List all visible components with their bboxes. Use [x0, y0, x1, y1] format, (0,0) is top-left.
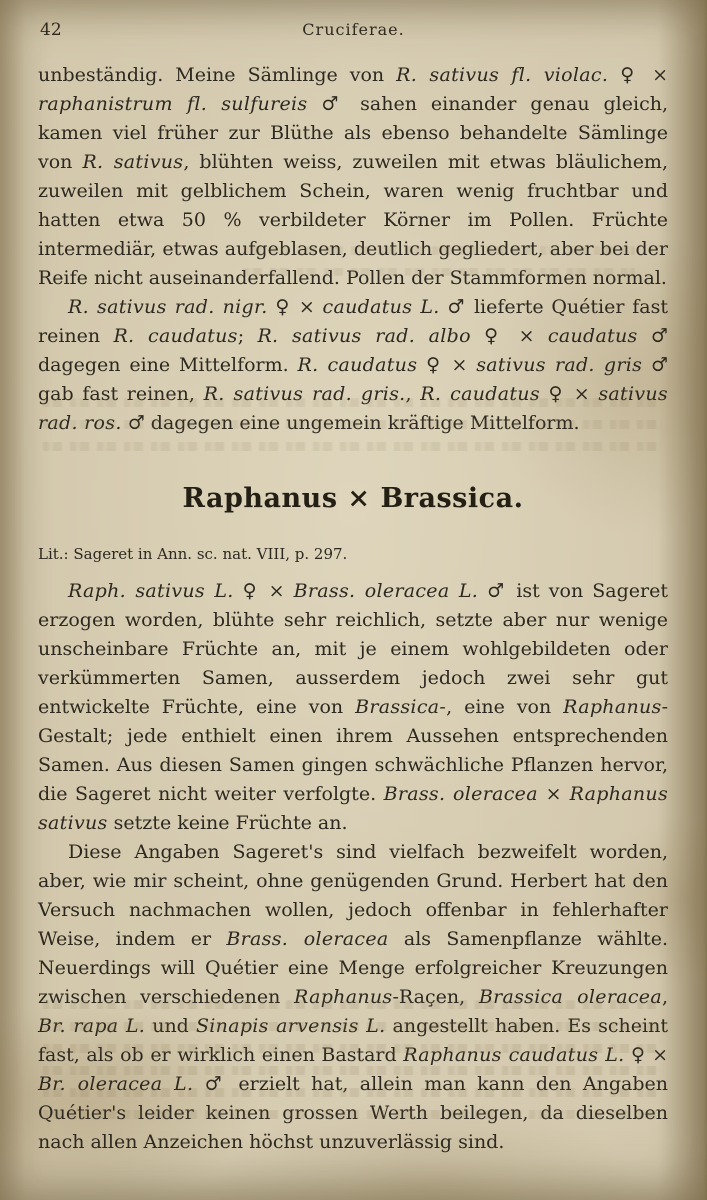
paragraph-1: unbeständig. Meine Sämlinge von R. sativus fl. violac. ♀ × raphanistrum fl. sulfureis ♂ sahen einander genau gleich, kamen viel früher zur Blüthe als ebenso behandelte Sämlinge von R. sativus, blühten weiss, zuweilen mit etwas bläulichem, zuweilen mit gelblichem Schein, waren wenig fruchtbar und hatten etwa 50 % verbildeter Körner im Pollen. Früchte intermediär, etwas aufgeblasen, deutlich gegliedert, aber bei der Reife nicht auseinanderfallend. Pollen der Stammformen normal. — [38, 64, 668, 289]
section-heading: Raphanus × Brassica. — [182, 483, 524, 514]
paragraph-2: R. sativus rad. nigr. ♀ × caudatus L. ♂ lieferte Quétier fast reinen R. caudatus; R. sativus rad. albo ♀ × caudatus ♂ dagegen eine Mittelform. R. caudatus ♀ × sativus rad. gris ♂ gab fast reinen, R. sativus rad. gris., R. caudatus ♀ × sativus rad. ros. ♂ dagegen eine ungemein kräftige Mittelform. — [38, 296, 668, 434]
text-block — [38, 61, 668, 1200]
page-header — [0, 0, 707, 39]
literature-reference: Lit.: Sageret in Ann. sc. nat. VIII, p. 297. — [38, 545, 348, 563]
paragraph-3: Raph. sativus L. ♀ × Brass. oleracea L. ♂ ist von Sageret erzogen worden, blühte sehr reichlich, setzte aber nur wenige unscheinbare Früchte an, mit je einem wohlgebildeten oder verkümmerten Samen, ausserdem jedoch zwei sehr gut entwickelte Früchte, eine von Brassica-, eine von Raphanus-Gestalt; jede enthielt einen ihrem Aussehen entsprechenden Samen. Aus diesen Samen gingen schwächliche Pflanzen hervor, die Sageret nicht weiter verfolgte. Brass. oleracea × Raphanus sativus setzte keine Früchte an. — [38, 580, 669, 834]
running-head: Cruciferae. — [302, 20, 405, 39]
paragraph-4: Diese Angaben Sageret's sind vielfach bezweifelt worden, aber, wie mir scheint, ohne genügenden Grund. Herbert hat den Versuch nachmachen wollen, jedoch offenbar in fehlerhafter Weise, indem er Brass. oleracea als Samenpflanze wählte. Neuerdings will Quétier eine Menge erfolgreicher Kreuzungen zwischen verschiedenen Raphanus-Raçen, Brassica oleracea, Br. rapa L. und Sinapis arvensis L. angestellt haben. Es scheint fast, als ob er wirklich einen Bastard Raphanus caudatus L. ♀ × Br. oleracea L. ♂ erzielt hat, allein man kann den Angaben Quétier's leider keinen grossen Werth beilegen, da dieselben nach allen Anzeichen höchst unzuverlässig sind. — [38, 841, 668, 1153]
page-number: 42 — [40, 20, 62, 40]
